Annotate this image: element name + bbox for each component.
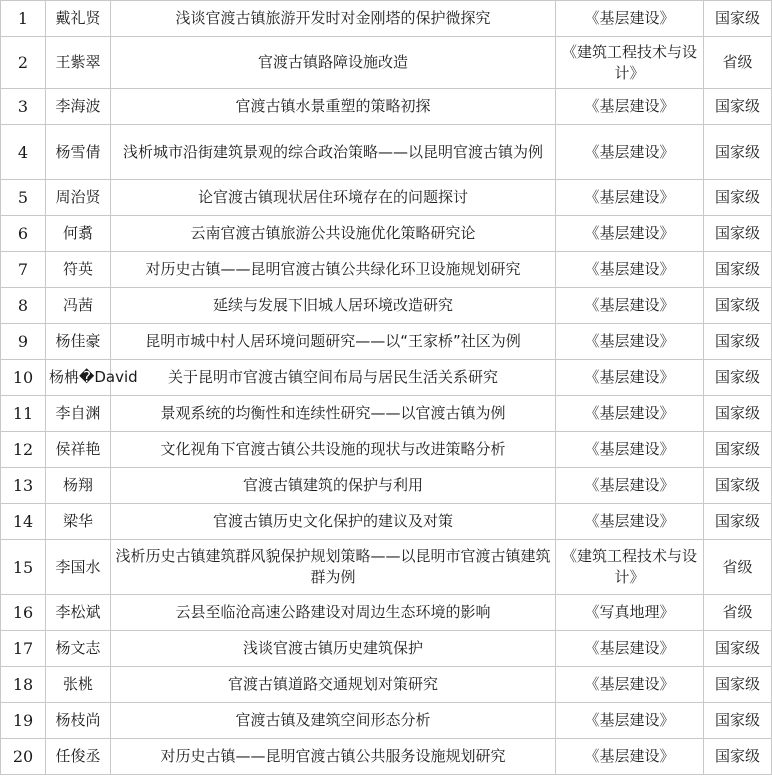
row-number: 6	[1, 216, 46, 252]
level-cell: 国家级	[704, 252, 772, 288]
table-row	[1, 37, 772, 89]
author-cell: 李国水	[46, 540, 111, 595]
table-row	[1, 89, 772, 125]
row-number: 12	[1, 432, 46, 468]
table-row	[1, 703, 772, 739]
author-cell: 李海波	[46, 89, 111, 125]
author-cell: 杨文志	[46, 631, 111, 667]
journal-cell: 《基层建设》	[556, 180, 704, 216]
journal-cell: 《写真地理》	[556, 595, 704, 631]
author-cell: 梁华	[46, 504, 111, 540]
table-row	[1, 739, 772, 775]
level-cell: 国家级	[704, 360, 772, 396]
paper-title-cell: 对历史古镇——昆明官渡古镇公共服务设施规划研究	[111, 739, 556, 775]
level-cell: 国家级	[704, 396, 772, 432]
level-cell: 省级	[704, 540, 772, 595]
level-cell: 国家级	[704, 288, 772, 324]
row-number: 11	[1, 396, 46, 432]
author-cell: 何翥	[46, 216, 111, 252]
journal-cell: 《基层建设》	[556, 288, 704, 324]
row-number: 8	[1, 288, 46, 324]
table-row	[1, 504, 772, 540]
author-cell: 杨佳豪	[46, 324, 111, 360]
author-cell: 符英	[46, 252, 111, 288]
level-cell: 国家级	[704, 125, 772, 180]
journal-cell: 《基层建设》	[556, 667, 704, 703]
journal-cell: 《基层建设》	[556, 1, 704, 37]
row-number: 17	[1, 631, 46, 667]
table-row	[1, 180, 772, 216]
author-cell: 杨雪倩	[46, 125, 111, 180]
paper-title-cell: 官渡古镇道路交通规划对策研究	[111, 667, 556, 703]
journal-cell: 《基层建设》	[556, 252, 704, 288]
paper-title-cell: 延续与发展下旧城人居环境改造研究	[111, 288, 556, 324]
level-cell: 国家级	[704, 324, 772, 360]
paper-title-cell: 官渡古镇水景重塑的策略初探	[111, 89, 556, 125]
table-row	[1, 252, 772, 288]
table-row	[1, 396, 772, 432]
table-row	[1, 540, 772, 595]
level-cell: 国家级	[704, 504, 772, 540]
journal-cell: 《基层建设》	[556, 432, 704, 468]
paper-title-cell: 浅析历史古镇建筑群风貌保护规划策略——以昆明市官渡古镇建筑群为例	[111, 540, 556, 595]
paper-title-cell: 浅析城市沿街建筑景观的综合政治策略——以昆明官渡古镇为例	[111, 125, 556, 180]
row-number: 13	[1, 468, 46, 504]
author-cell: 冯茜	[46, 288, 111, 324]
paper-title-cell: 浅谈官渡古镇旅游开发时对金刚塔的保护微探究	[111, 1, 556, 37]
table-row	[1, 216, 772, 252]
journal-cell: 《建筑工程技术与设计》	[556, 37, 704, 89]
row-number: 10	[1, 360, 46, 396]
table-row	[1, 432, 772, 468]
journal-cell: 《基层建设》	[556, 216, 704, 252]
row-number: 19	[1, 703, 46, 739]
table-row	[1, 667, 772, 703]
paper-title-cell: 浅谈官渡古镇历史建筑保护	[111, 631, 556, 667]
row-number: 9	[1, 324, 46, 360]
table-row	[1, 468, 772, 504]
journal-cell: 《基层建设》	[556, 631, 704, 667]
author-cell: 任俊丞	[46, 739, 111, 775]
row-number: 16	[1, 595, 46, 631]
table-row	[1, 360, 772, 396]
table-row	[1, 595, 772, 631]
row-number: 3	[1, 89, 46, 125]
journal-cell: 《基层建设》	[556, 360, 704, 396]
author-cell: 侯祥艳	[46, 432, 111, 468]
row-number: 4	[1, 125, 46, 180]
paper-title-cell: 昆明市城中村人居环境问题研究——以“王家桥”社区为例	[111, 324, 556, 360]
paper-title-cell: 官渡古镇及建筑空间形态分析	[111, 703, 556, 739]
row-number: 14	[1, 504, 46, 540]
journal-cell: 《基层建设》	[556, 739, 704, 775]
level-cell: 省级	[704, 37, 772, 89]
journal-cell: 《基层建设》	[556, 89, 704, 125]
author-cell: 李自渊	[46, 396, 111, 432]
author-cell: 杨翔	[46, 468, 111, 504]
author-cell: 杨柟�David	[46, 360, 111, 396]
papers-table-body	[1, 1, 772, 775]
level-cell: 国家级	[704, 432, 772, 468]
row-number: 15	[1, 540, 46, 595]
journal-cell: 《基层建设》	[556, 703, 704, 739]
level-cell: 国家级	[704, 631, 772, 667]
paper-title-cell: 关于昆明市官渡古镇空间布局与居民生活关系研究	[111, 360, 556, 396]
paper-title-cell: 官渡古镇历史文化保护的建议及对策	[111, 504, 556, 540]
table-row	[1, 288, 772, 324]
level-cell: 国家级	[704, 739, 772, 775]
journal-cell: 《基层建设》	[556, 324, 704, 360]
table-row	[1, 125, 772, 180]
paper-title-cell: 论官渡古镇现状居住环境存在的问题探讨	[111, 180, 556, 216]
row-number: 5	[1, 180, 46, 216]
journal-cell: 《基层建设》	[556, 396, 704, 432]
paper-title-cell: 云县至临沧高速公路建设对周边生态环境的影响	[111, 595, 556, 631]
level-cell: 国家级	[704, 180, 772, 216]
paper-title-cell: 官渡古镇路障设施改造	[111, 37, 556, 89]
author-cell: 张桃	[46, 667, 111, 703]
author-cell: 周治贤	[46, 180, 111, 216]
author-cell: 杨枝尚	[46, 703, 111, 739]
journal-cell: 《建筑工程技术与设计》	[556, 540, 704, 595]
level-cell: 国家级	[704, 89, 772, 125]
row-number: 7	[1, 252, 46, 288]
level-cell: 国家级	[704, 703, 772, 739]
level-cell: 省级	[704, 595, 772, 631]
author-cell: 戴礼贤	[46, 1, 111, 37]
row-number: 18	[1, 667, 46, 703]
paper-title-cell: 文化视角下官渡古镇公共设施的现状与改进策略分析	[111, 432, 556, 468]
journal-cell: 《基层建设》	[556, 468, 704, 504]
row-number: 2	[1, 37, 46, 89]
table-row	[1, 324, 772, 360]
level-cell: 国家级	[704, 667, 772, 703]
paper-title-cell: 对历史古镇——昆明官渡古镇公共绿化环卫设施规划研究	[111, 252, 556, 288]
author-cell: 王紫翠	[46, 37, 111, 89]
journal-cell: 《基层建设》	[556, 504, 704, 540]
paper-title-cell: 官渡古镇建筑的保护与利用	[111, 468, 556, 504]
table-row	[1, 631, 772, 667]
level-cell: 国家级	[704, 468, 772, 504]
level-cell: 国家级	[704, 216, 772, 252]
paper-title-cell: 云南官渡古镇旅游公共设施优化策略研究论	[111, 216, 556, 252]
level-cell: 国家级	[704, 1, 772, 37]
author-cell: 李松斌	[46, 595, 111, 631]
row-number: 1	[1, 1, 46, 37]
table-row	[1, 1, 772, 37]
row-number: 20	[1, 739, 46, 775]
journal-cell: 《基层建设》	[556, 125, 704, 180]
paper-title-cell: 景观系统的均衡性和连续性研究——以官渡古镇为例	[111, 396, 556, 432]
